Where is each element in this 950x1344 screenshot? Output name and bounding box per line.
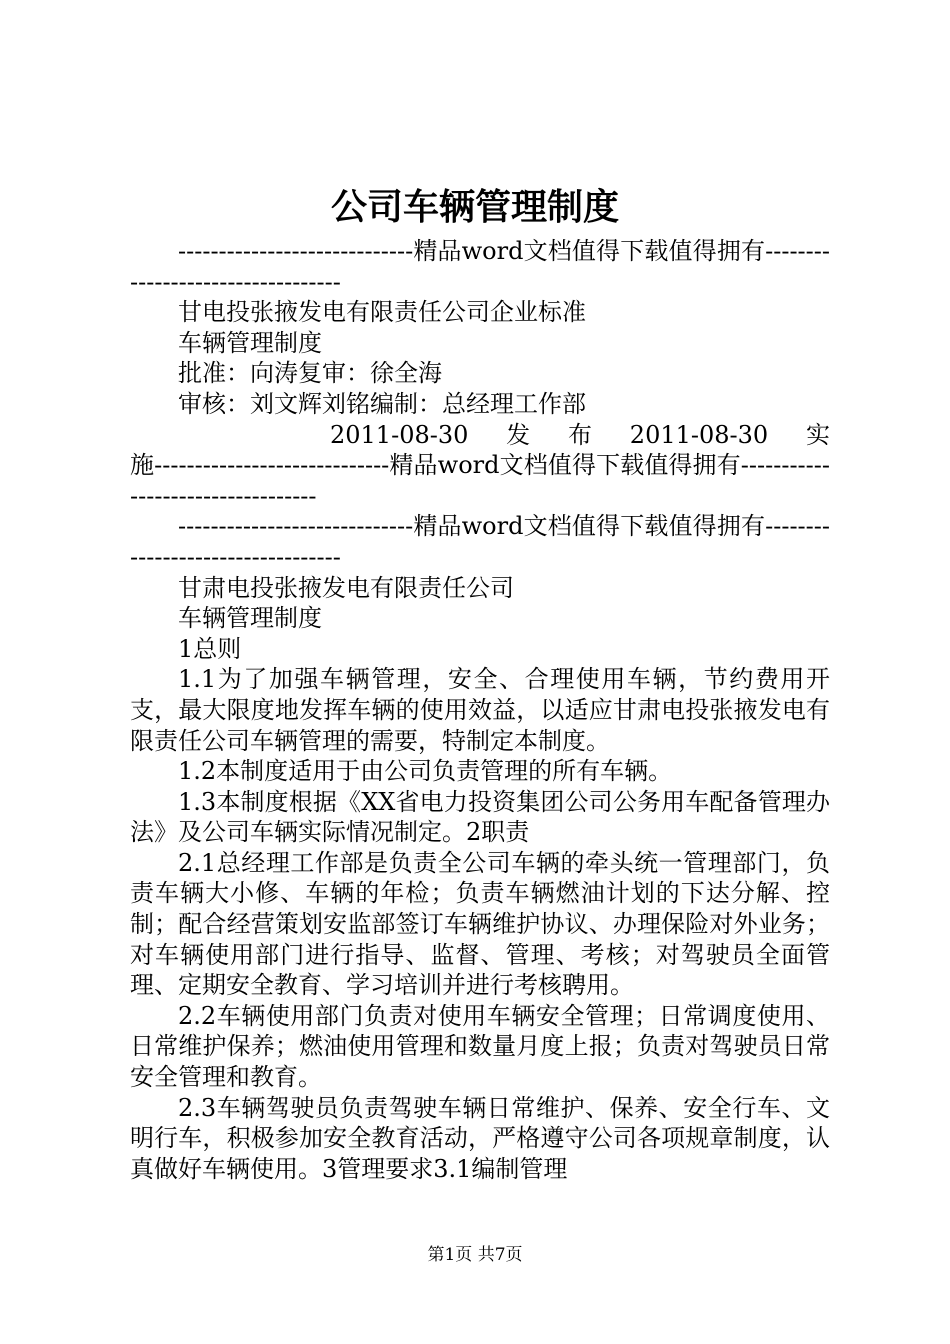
paragraph-1-1: 1.1为了加强车辆管理，安全、合理使用车辆，节约费用开支，最大限度地发挥车辆的使用效益，以适应甘肃电投张掖发电有限责任公司车辆管理的需要，特制定本制度。 [130,665,830,755]
section-heading-general: 1总则 [178,634,242,663]
paragraph-1-2: 1.2本制度适用于由公司负责管理的所有车辆。 [178,757,673,786]
paragraph-header-line: -----------------------------精品word文档值得下载值得拥有---------------------------------- [130,237,830,296]
paragraph-company: 甘肃电投张掖发电有限责任公司 [178,573,514,602]
paragraph-2-2: 2.2车辆使用部门负责对使用车辆安全管理；日常调度使用、日常维护保养；燃油使用管理和数量月度上报；负责对驾驶员日常安全管理和教育。 [130,1001,830,1092]
paragraph-implementation-line: 施-----------------------------精品word文档值得下载值得拥有---------------------------------- [130,451,830,510]
paragraph-header-line-2: -----------------------------精品word文档值得下载值得拥有---------------------------------- [130,512,830,571]
paragraph-2-1: 2.1总经理工作部是负责全公司车辆的牵头统一管理部门，负责车辆大小修、车辆的年检；负责车辆燃油计划的下达分解、控制；配合经营策划安监部签订车辆维护协议、办理保险对外业务；对车辆使用部门进行指导、监督、管理、考核；对驾驶员全面管理、定期安全教育、学习培训并进行考核聘用。 [130,848,830,1000]
paragraph-standard-name: 甘电投张掖发电有限责任公司企业标准 [178,298,586,327]
document-title: 公司车辆管理制度 [330,186,619,228]
paragraph-2-3: 2.3车辆驾驶员负责驾驶车辆日常维护、保养、安全行车、文明行车，积极参加安全教育活动，严格遵守公司各项规章制度，认真做好车辆使用。3管理要求3.1编制管理 [130,1093,830,1183]
paragraph-dates: 2011-08-30 发 布 2011-08-30 实 [330,420,830,449]
paragraph-1-3: 1.3本制度根据《XX省电力投资集团公司公务用车配备管理办法》及公司车辆实际情况制定。2职责 [130,787,830,847]
paragraph-doc-name-2: 车辆管理制度 [178,604,322,633]
page-footer: 第1页 共7页 [427,1245,523,1265]
paragraph-review: 审核：刘文辉刘铭编制：总经理工作部 [178,389,586,418]
paragraph-doc-name: 车辆管理制度 [178,328,322,357]
paragraph-approval: 批准：向涛复审：徐全海 [178,359,442,388]
document-body [130,236,830,1184]
